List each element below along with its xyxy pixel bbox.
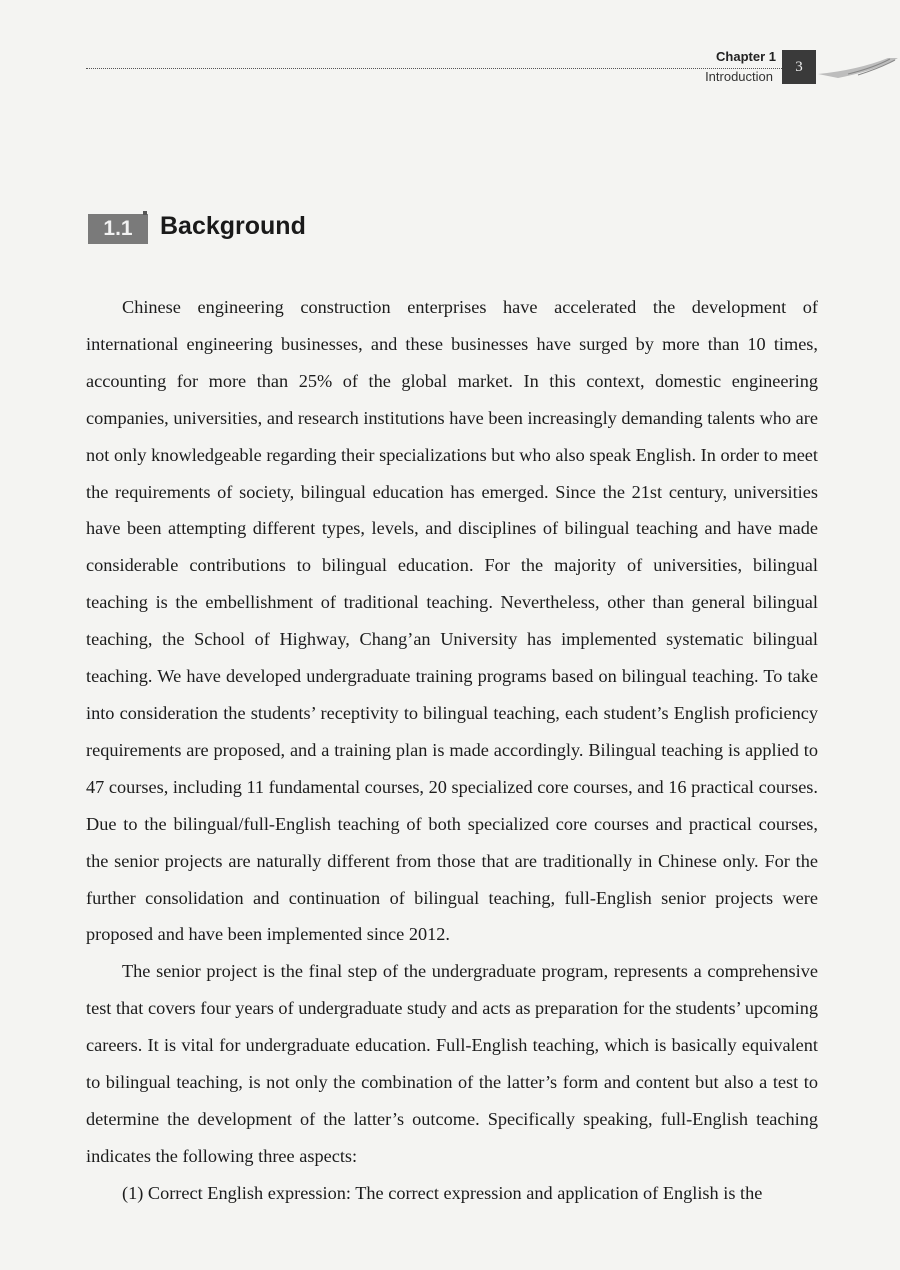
paragraph: Chinese engineering construction enterprises have accelerated the development of international engineering businesses, and these businesses have surged by more than 10 times, accounting for more than 25% of the global market. In this context, domestic engineering companies, universities, and research institutions have been increasingly demanding talents who are not only knowledgeable regarding their specializations but who also speak English. In order to meet the requirements of society, bilingual education has emerged. Since the 21st century, universities have been attempting different types, levels, and disciplines of bilingual teaching and have made considerable contributions to bilingual education. For the majority of universities, bilingual teaching is the embellishment of traditional teaching. Nevertheless, other than general bilingual teaching, the School of Highway, Chang’an University has implemented systematic bilingual teaching. We have developed undergraduate training programs based on bilingual teaching. To take into consideration the students’ receptivity to bilingual teaching, each student’s English proficiency requirements are proposed, and a training plan is made accordingly. Bilingual teaching is applied to 47 courses, including 11 fundamental courses, 20 specialized core courses, and 16 practical courses. Due to the bilingual/full-English teaching of both specialized core courses and practical courses, the senior projects are naturally different from those that are traditionally in Chinese only. For the further consolidation and continuation of bilingual teaching, full-English senior projects were proposed and have been implemented since 2012.: [86, 297, 818, 945]
road-icon: [818, 54, 900, 80]
section-heading: Background: [160, 212, 306, 240]
running-header-chapter: Chapter 1: [716, 49, 776, 64]
page-number: 3: [782, 50, 816, 84]
body-text: [86, 289, 818, 1212]
running-header-title: Introduction: [705, 69, 773, 84]
section-badge-dot: [143, 211, 147, 215]
paragraph: (1) Correct English expression: The correct expression and application of English is the: [122, 1182, 763, 1203]
paragraph: The senior project is the final step of the undergraduate program, represents a comprehensive test that covers four years of undergraduate study and acts as preparation for the students’ upcoming careers. It is vital for undergraduate education. Full-English teaching, which is basically equivalent to bilingual teaching, is not only the combination of the latter’s form and content but also a test to determine the development of the latter’s outcome. Specifically speaking, full-English teaching indicates the following three aspects:: [86, 961, 818, 1166]
section-number-badge: 1.1: [88, 214, 148, 244]
